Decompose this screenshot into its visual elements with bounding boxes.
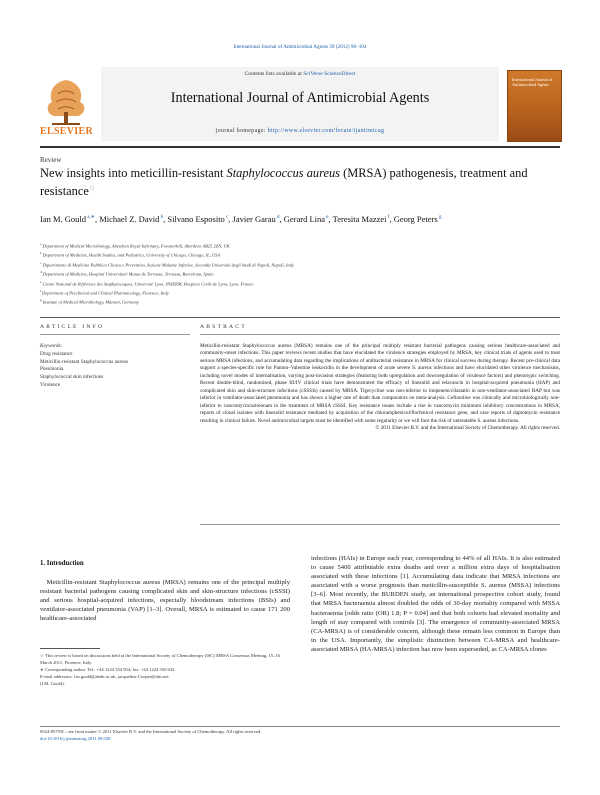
affiliation-item: $^g$ Institute of Medical Microbiology, Münster, Germany [40,298,139,305]
article-info-rule [40,317,560,318]
contents-prefix: Contents lists available at [244,71,304,77]
author-name[interactable]: Georg Peters $^g$ [393,213,442,224]
homepage-link[interactable]: http://www.elsevier.com/locate/ijantimicag [267,128,385,134]
abstract-underline [200,334,560,335]
intro-right-column: infections (HAIs) in Europe each year, corresponding to 44% of all HAIs. It is also estimated to cause 5400 attributable extra deaths and over a million extra days of hospitalisation associated with these infections [1]. Accumulating data indicate that MRSA infections are associated with a worse prognosis than meticillin-susceptible S. aureus (MSSA) infections [3–6]. Most recently, the BURDEN study, an international prospective cohort study, found that MRSA bacteraemia almost doubled the odds of 30-day mortality compared with MSSA bacteraemia [odds ratio (OR) 1.8; P = 0.04] and that both cohorts had elevated mortality and length of stay compared with controls [3]. The emergence of community-associated MRSA (CA-MRSA) is of considerable concern, although these remain less common in Europe than in the USA. Importantly, the simplistic distinction between CA-MRSA and healthcare-associated MRSA (HA-MRSA) infection has now been superseded, as CA-MRSA clones [311,555,560,653]
affiliation-item: $^a$ Department of Medical Microbiology, Aberdeen Royal Infirmary, Foresterhill, Aberdeen AB25 2ZN, UK [40,242,230,249]
author-name[interactable]: Gerard Lina $^e$ [283,213,329,224]
footnote-rule [40,648,100,649]
author-affiliation-mark[interactable]: d [275,215,280,220]
author-affiliation-mark[interactable]: c [224,215,229,220]
article-section: Review [40,156,62,164]
author-affiliation-mark[interactable]: f [386,215,390,220]
intro-left-column: Meticillin-resistant Staphylococcus aureus (MRSA) remains one of the principal multiply resistant bacterial pathogens causing complicated skin and skin-structure infections (cSSSI) and serious hospital-acquired infections, especially bloodstream infections (BSIs) and ventilator-associated pneumonia (VAP) [1–3]. Overall, MRSA is estimated to cause 171 200 healthcare-associated [40,579,290,623]
cover-title: International Journal of Antimicrobial Agents [512,77,553,88]
author-affiliation-mark[interactable]: e [325,215,329,220]
footnotes [40,652,290,687]
author-list: Ian M. Gould $^{a,∗}$, Michael Z. David $^b$, Silvano Esposito $^c$, Javier Garau $^d$, Gerard Lina $^e$, Teresita Mazzei $^f$, Georg Peters $^g$ [40,213,442,224]
author-affiliation-mark[interactable]: b [159,215,164,220]
elsevier-wordmark: ELSEVIER [40,126,93,137]
contents-line [101,71,499,77]
sciverse-link[interactable]: SciVerse ScienceDirect [303,71,356,77]
affiliation-item: $^b$ Department of Medicine, Health Studies, and Pediatrics, University of Chicago, Chicago, IL, USA [40,251,221,258]
keywords-block [40,343,190,390]
homepage-prefix: journal homepage: [215,128,268,134]
footnote-item: ∗ Corresponding author. Tel.: +44 1224 554 954; fax: +44 1224 550 632. [40,667,176,672]
abstract-bottom-rule [200,524,560,525]
keyword-item: Meticillin-resistant Staphylococcus aureus [40,358,129,365]
journal-homepage [101,128,499,134]
bottom-notes [40,729,560,743]
footnote-item: (I.M. Gould). [40,681,65,686]
issn-line: 0924-8579/$ – see front matter © 2011 Elsevier B.V. and the International Society of Chemotherapy. All rights reserved. [40,729,262,734]
affiliation-list [40,241,560,307]
footnote-item: E-mail addresses: i.m.gould@abdn.ac.uk, jacqueline.Cooper@nhs.net [40,674,169,679]
affiliation-item: $^f$ Department of Preclinical and Clinical Pharmacology, Florence, Italy [40,289,169,296]
abstract-text [200,343,560,432]
author-name[interactable]: Teresita Mazzei $^f$ [332,213,390,224]
author-name[interactable]: Silvano Esposito $^c$ [167,213,229,224]
author-affiliation-mark[interactable]: g [437,215,442,220]
abstract-heading: ABSTRACT [200,324,247,330]
journal-cover-image [507,70,562,142]
footnote-item: ☆ This review is based on discussions held at the International Society of Chemotherapy (ISC) MRSA Consensus Meeting, 15–16 March 2011, Florence, Italy. [40,653,280,665]
affiliation-item: $^e$ Centre National de Référence des Staphylocoques, Université Lyon, INSERM, Hospices Civils de Lyon, Lyon, France [40,279,254,287]
author-name[interactable]: Michael Z. David $^b$ [99,213,164,224]
doi-link[interactable]: doi:10.1016/j.ijantimicag.2011.09.028 [40,735,111,741]
keyword-item: Staphylococcal skin infections [40,374,104,381]
keywords-label: Keywords: [40,343,63,349]
journal-citation: International Journal of Antimicrobial Agents 39 (2012) 96–104 [233,44,367,50]
article-info-underline [40,334,190,335]
header-rule [40,146,560,148]
journal-title: International Journal of Antimicrobial Agents [170,90,430,106]
keyword-item: Virulence [40,381,61,388]
author-name[interactable]: Ian M. Gould $^{a,∗}$ [40,213,95,224]
bottom-rule [40,726,560,727]
introduction-heading: 1. Introduction [40,560,84,567]
copyright-line: © 2011 Elsevier B.V. and the International Society of Chemotherapy. All rights reserved. [375,424,560,431]
keyword-item: Pneumonia [40,366,64,373]
affiliation-item: $^d$ Department of Medicine, Hospital Universitari Mutua de Terrassa, Terrassa, Barcelona, Spain [40,270,214,277]
affiliation-item: $^c$ Dipartimento di Medicina Pubblica Clinica e Preventiva, Sezione Malattie Infettive, Seconda Università degli Studi di Napoli, Napoli, Italy [40,260,295,268]
author-name[interactable]: Javier Garau $^d$ [232,213,280,224]
abstract-body: Meticillin-resistant Staphylococcus aureus (MRSA) remains one of the principal multiply resistant bacterial pathogens causing serious healthcare-associated and community-onset infections. This paper reviews recent studies that have elucidated the virulence strategies employed by MRSA, key clinical trials of agents used to treat serious MRSA infections, and accumulating data regarding the implications of antibacterial resistance in MRSA for clinical success during therapy. Recent pre-clinical data support a species-specific role for Panton–Valentine leukocidin in the development of acute severe S. aureus infections and have elucidated other virulence mechanisms, including novel modes of internalisation, varying post-invasion strategies (featuring both upregulation and downregulation of virulence factors) and phenotypic switching. Recent double-blind, randomised, phase III/IV clinical trials have demonstrated the efficacy of linezolid and telavancin in hospital-acquired pneumonia (HAP) and complicated skin and skin-structure infections (cSSSIs) caused by MRSA. Tigecycline was non-inferior to imipenem/cilastatin in non-ventilator-associated HAP but was inferior in ventilator-associated pneumonia and has shown a higher rate of death than comparators on meta-analysis. Ceftaroline was clinically and microbiologically non-inferior to vancomycin/aztreonam in the treatment of MRSA cSSSI. Key resistance issues include a rise in vancomycin minimum inhibitory concentrations in MRSA, reports of clonal isolates with linezolid resistance mediated by acquisition of the chloramphenicol/florfenicol resistance gene, and case reports of daptomycin resistance resulting in clinical failure. Novel antimicrobial targets must be identified with some regularity or we will face the risk of untreatable S. aureus infections. [200,343,560,424]
keyword-item: Drug resistance [40,350,73,357]
article-info-heading: ARTICLE INFO [40,324,105,330]
title-footnote-mark[interactable]: ☆ [88,184,96,192]
article-title: New insights into meticillin-resistant Staphylococcus aureus (MRSA) pathogenesis, treatment and resistance☆ [40,166,528,199]
author-affiliation-mark[interactable]: a,∗ [86,215,95,220]
